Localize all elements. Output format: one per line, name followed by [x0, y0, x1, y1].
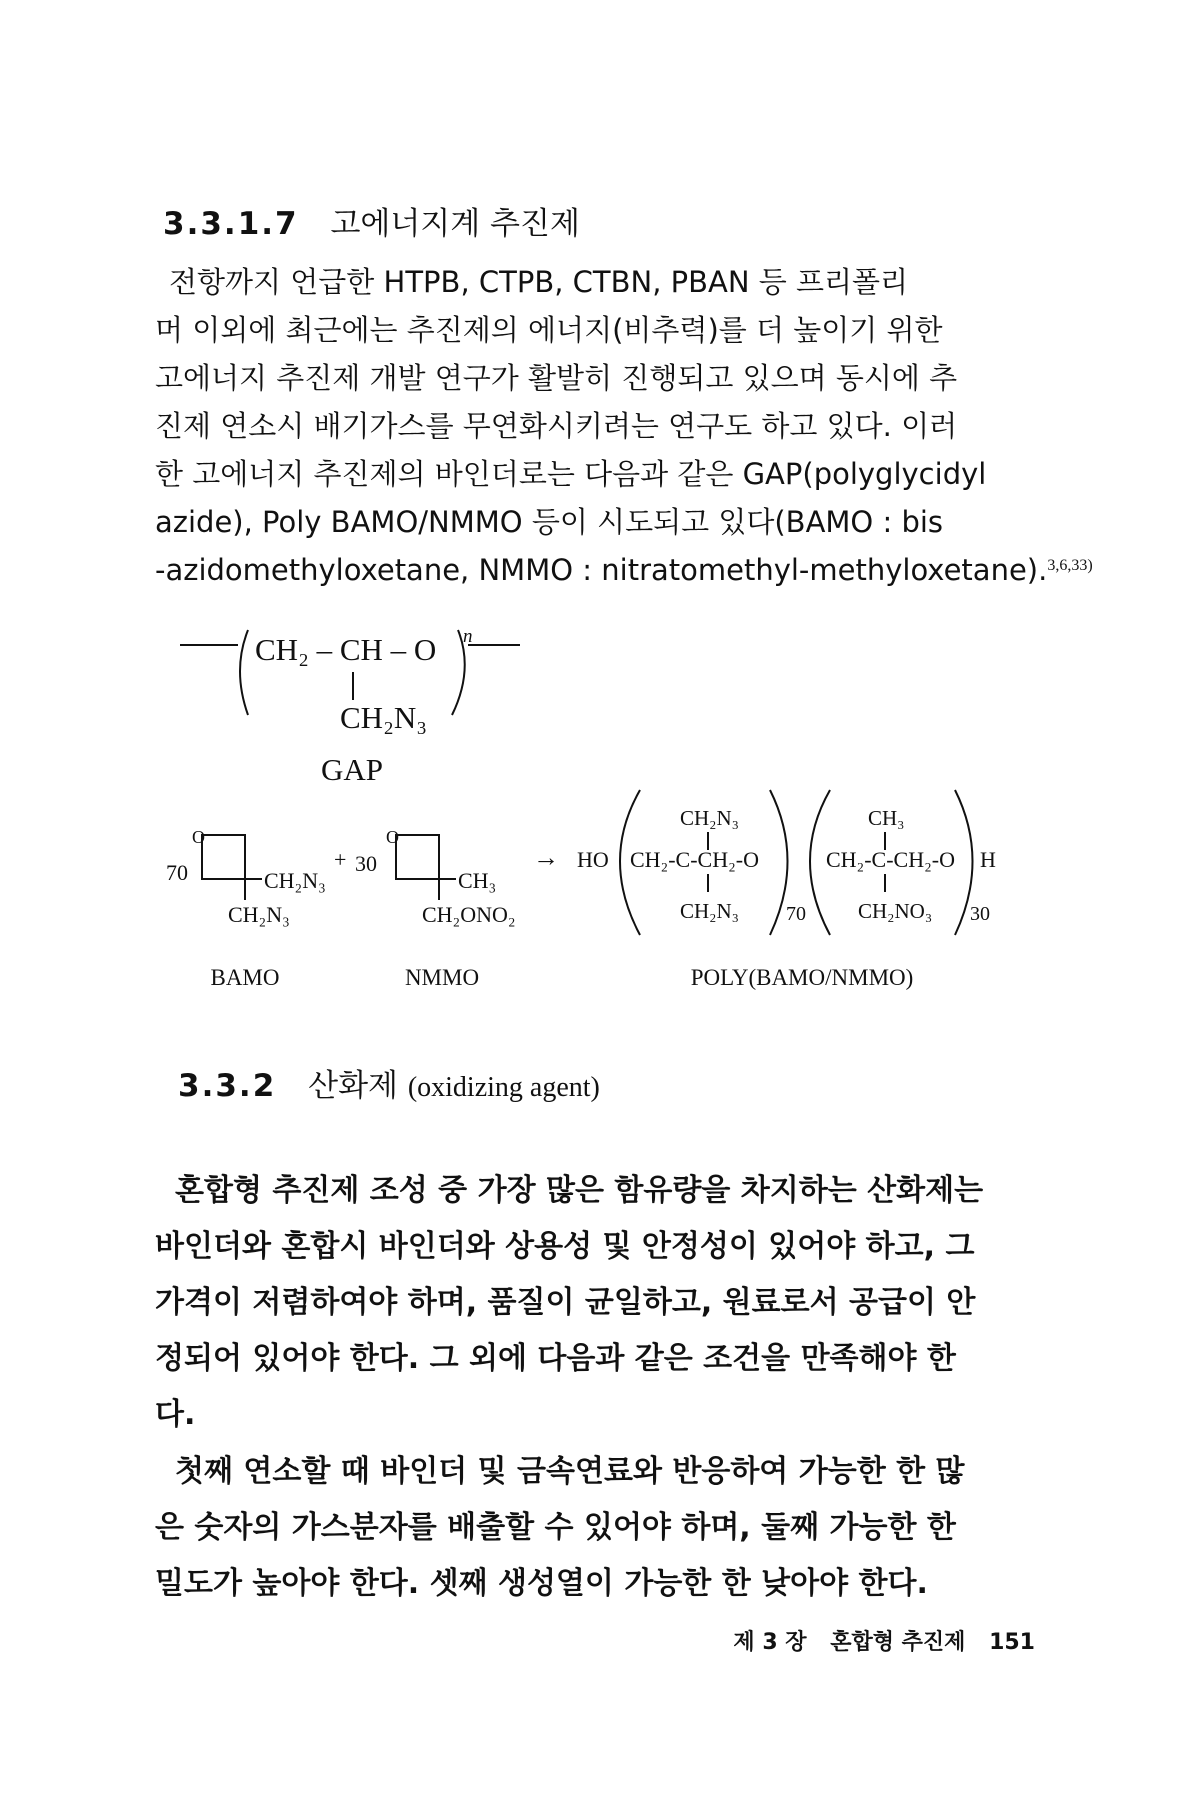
oxidizer-paragraph-2 [155, 1444, 1035, 1612]
paragraph-line: 한 고에너지 추진제의 바인더로는 다음과 같은 GAP(polyglycidyl [155, 457, 987, 491]
poly-bamo-nmmo [577, 790, 996, 935]
bamo-substituent-2: CH₂N₃ [228, 902, 290, 927]
paragraph-line: 진제 연소시 배기가스를 무연화시키려는 연구도 하고 있다. 이러 [155, 409, 958, 443]
gap-label: GAP [320, 752, 384, 787]
nmmo-coefficient: 30 [355, 851, 377, 876]
label-poly: POLY(BAMO/NMMO) [690, 965, 914, 990]
poly-unit1-chain: CH₂-C-CH₂-O [630, 847, 760, 872]
citation: 3,6,33) [1047, 557, 1093, 574]
nmmo-monomer [355, 827, 516, 927]
poly-unit2-subscript: 30 [970, 903, 990, 925]
footer-chapter: 제 3 장 [733, 1630, 807, 1655]
page-footer [717, 1625, 1035, 1656]
poly-end-left: HO [577, 847, 609, 872]
section-number: 3.3.2 [178, 1068, 277, 1104]
footer-chapter-title: 혼합형 추진제 [830, 1630, 966, 1655]
paragraph-line: 바인더와 혼합시 바인더와 상용성 및 안정성이 있어야 하고, 그 [155, 1229, 975, 1264]
section-title-ko: 산화제 [308, 1068, 398, 1104]
label-bamo: BAMO [210, 965, 280, 990]
poly-end-right: H [980, 847, 996, 872]
nmmo-substituent-2: CH₂ONO₂ [422, 902, 516, 927]
paragraph-line: 고에너지 추진제 개발 연구가 활발히 진행되고 있으며 동시에 추 [155, 361, 958, 395]
paragraph-line: 첫째 연소할 때 바인더 및 금속연료와 반응하여 가능한 한 많 [175, 1454, 965, 1489]
paragraph-line: azide), Poly BAMO/NMMO 등이 시도되고 있다(BAMO : bis [155, 505, 944, 539]
gap-repeat-n: n [463, 626, 473, 647]
paragraph-line: 은 숫자의 가스분자를 배출할 수 있어야 하며, 둘째 가능한 한 [155, 1510, 956, 1545]
bamo-coefficient: 70 [166, 860, 188, 885]
gap-chain: CH₂ – CH – O [255, 632, 437, 667]
poly-unit2-chain: CH₂-C-CH₂-O [826, 847, 956, 872]
poly-unit1-bottom: CH₂N₃ [680, 899, 739, 923]
paragraph-line: 밀도가 높아야 한다. 셋째 생성열이 가능한 한 낮아야 한다. [155, 1566, 928, 1601]
poly-unit1-top: CH₂N₃ [680, 806, 739, 830]
section-title-en: (oxidizing agent) [407, 1072, 600, 1103]
paragraph-line-text: -azidomethyloxetane, NMMO : nitratomethyl-methyloxetane). [155, 553, 1048, 587]
poly-unit2-top: CH₃ [868, 806, 905, 830]
paragraph-line: 정되어 있어야 한다. 그 외에 다음과 같은 조건을 만족해야 한 [155, 1341, 956, 1376]
page-number: 151 [989, 1630, 1035, 1655]
bamo-monomer [166, 827, 326, 927]
poly-unit2-bottom: CH₂NO₃ [858, 899, 933, 923]
bamo-substituent-1: CH₂N₃ [264, 868, 326, 893]
section-heading-3-3-2 [178, 1060, 600, 1105]
nmmo-ring-oxygen: O [386, 827, 399, 847]
paragraph-line: 다. [155, 1397, 196, 1432]
poly-unit1-subscript: 70 [786, 903, 806, 925]
bamo-ring-oxygen: O [192, 827, 205, 847]
gap-side-group: CH₂N₃ [340, 700, 428, 735]
paragraph-line: 가격이 저렴하여야 하며, 품질이 균일하고, 원료로서 공급이 안 [155, 1285, 976, 1320]
reaction-arrow: → [533, 843, 559, 872]
section-title: 고에너지계 추진제 [330, 206, 580, 242]
paragraph-line: 전항까지 언급한 HTPB, CTPB, CTBN, PBAN 등 프리폴리 [169, 265, 909, 299]
label-nmmo: NMMO [404, 965, 480, 990]
section-number: 3.3.1.7 [163, 206, 299, 242]
nmmo-substituent-1: CH₃ [458, 868, 497, 893]
section-title [308, 1068, 600, 1104]
oxidizer-paragraph-1 [155, 1163, 1035, 1443]
paragraph-line: 머 이외에 최근에는 추진제의 에너지(비추력)를 더 높이기 위한 [155, 313, 943, 347]
gap-structure [180, 626, 520, 787]
plus-sign: + [334, 847, 347, 872]
paragraph-line: 혼합형 추진제 조성 중 가장 많은 함유량을 차지하는 산화제는 [175, 1173, 984, 1208]
